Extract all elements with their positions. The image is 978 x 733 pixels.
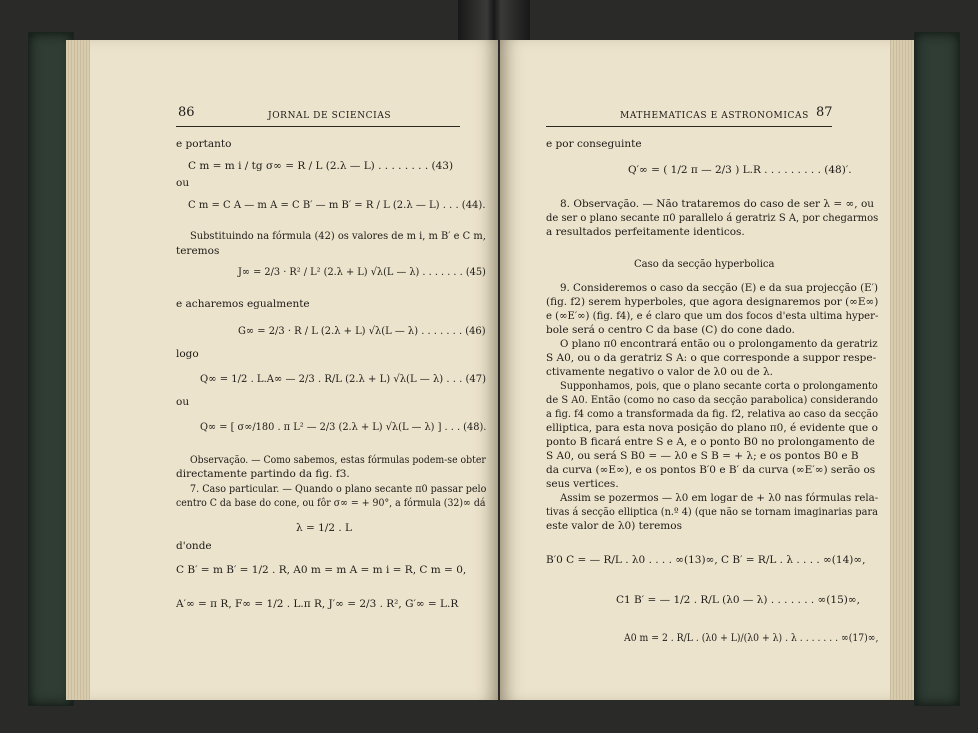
text-line: teremos [176, 245, 220, 257]
text-line: ctivamente negativo o valor de λ0 ou de λ. [546, 366, 774, 378]
text-line: e acharemos egualmente [176, 298, 310, 310]
text-line: Assim se pozermos — λ0 em logar de + λ0 nas fórmulas rela- [560, 492, 879, 504]
equation-13-14: B′0 C = — R/L . λ0 . . . . ∞(13)∞, C B′ = R/L . λ . . . . ∞(14)∞, [546, 554, 866, 566]
text-line: este valor de λ0) teremos [546, 520, 682, 532]
text-line: bole será o centro C da base (C) do cone dado. [546, 324, 795, 336]
text-line: a fig. f4 como a transformada da fig. f2, relativa ao caso da secção [546, 408, 879, 420]
equation-line: A′∞ = π R, F∞ = 1/2 . L.π R, J′∞ = 2/3 . R², G′∞ = L.R [176, 598, 459, 610]
text-line: Substituindo na fórmula (42) os valores de m i, m B′ e C m, [190, 230, 486, 242]
text-line: de S A0. Então (como no caso da secção parabolica) considerando [546, 394, 878, 406]
text-line: logo [176, 348, 199, 360]
text-line: elliptica, para esta nova posição do plano π0, é evidente que o [546, 422, 878, 434]
equation-48-prime: Q′∞ = ( 1/2 π — 2/3 ) L.R . . . . . . . . . (48)′. [628, 164, 852, 176]
text-line: e por conseguinte [546, 138, 642, 150]
text-line: centro C da base do cone, ou fôr σ∞ = + 90°, a fórmula (32)∞ dá [176, 497, 486, 509]
text-line: seus vertices. [546, 478, 619, 490]
text-line: S A0, ou o da geratriz S A: o que corresponde a suppor respe- [546, 352, 877, 364]
text-line: 8. Observação. — Não trataremos do caso de ser λ = ∞, ou [560, 198, 875, 210]
text-line: a resultados perfeitamente identicos. [546, 226, 745, 238]
left-page-stack [66, 40, 92, 700]
text-line: ou [176, 177, 190, 189]
equation-17: A0 m = 2 . R/L . (λ0 + L)/(λ0 + λ) . λ . . . . . . . ∞(17)∞, [624, 632, 879, 644]
equation-43: C m = m i / tg σ∞ = R / L (2.λ — L) . . . . . . . . (43) [188, 160, 454, 172]
text-line: e (∞E′∞) (fig. f4), e é claro que um dos focos d'esta ultima hyper- [546, 310, 879, 322]
right-page [500, 40, 890, 700]
text-line: da curva (∞E∞), e os pontos B′0 e B′ da curva (∞E′∞) serão os [546, 464, 876, 476]
right-cover-edge [914, 32, 960, 706]
equation-15: C1 B′ = — 1/2 . R/L (λ0 — λ) . . . . . . . ∞(15)∞, [616, 594, 860, 606]
text-line: (fig. f2) serem hyperboles, que agora designaremos por (∞E∞) [546, 296, 879, 308]
text-line: de ser o plano secante π0 parallelo á geratriz S A, por chegarmos [546, 212, 879, 224]
running-head: MATHEMATICAS E ASTRONOMICAS [620, 111, 809, 121]
page-number: 87 [816, 105, 833, 120]
text-line: Supponhamos, pois, que o plano secante corta o prolongamento [560, 380, 878, 392]
text-line: ponto B ficará entre S e A, e o ponto B0 no prolongamento de [546, 436, 875, 448]
header-rule [176, 126, 460, 127]
text-line: e portanto [176, 138, 232, 150]
text-line: tivas á secção elliptica (n.º 4) (que não se tornam imaginarias para [546, 506, 878, 518]
book-spine [458, 0, 530, 40]
text-line: directamente partindo da fig. f3. [176, 468, 350, 480]
equation-48: Q∞ = [ σ∞/180 . π L² — 2/3 (2.λ + L) √λ(L — λ) ] . . . (48). [200, 421, 487, 433]
section-heading: Caso da secção hyperbolica [634, 259, 775, 270]
equation-47: Q∞ = 1/2 . L.A∞ — 2/3 . R/L (2.λ + L) √λ(L — λ) . . . (47) [200, 373, 487, 385]
text-line: O plano π0 encontrará então ou o prolongamento da geratriz [560, 338, 878, 350]
text-line: 9. Consideremos o caso da secção (E) e da sua projecção (E′) [560, 282, 878, 294]
equation-45: J∞ = 2/3 · R² / L² (2.λ + L) √λ(L — λ) . . . . . . . (45) [238, 266, 486, 278]
equation-lambda: λ = 1/2 . L [296, 522, 353, 534]
text-line: d'onde [176, 540, 212, 552]
text-line: S A0, ou será S B0 = — λ0 e S B = + λ; e os pontos B0 e B [546, 450, 859, 462]
page-number: 86 [178, 105, 195, 120]
equation-line: C B′ = m B′ = 1/2 . R, A0 m = m A = m i = R, C m = 0, [176, 564, 467, 576]
equation-46: G∞ = 2/3 · R / L (2.λ + L) √λ(L — λ) . . . . . . . (46) [238, 325, 486, 337]
header-rule [546, 126, 832, 127]
text-line: Observação. — Como sabemos, estas fórmulas podem-se obter [190, 454, 486, 466]
text-line: ou [176, 396, 190, 408]
equation-44: C m = C A — m A = C B′ — m B′ = R / L (2.λ — L) . . . (44). [188, 199, 486, 211]
left-page [90, 40, 498, 700]
right-page-stack [888, 40, 914, 700]
text-line: 7. Caso particular. — Quando o plano secante π0 passar pelo [190, 483, 487, 495]
running-head: JORNAL DE SCIENCIAS [268, 111, 392, 121]
